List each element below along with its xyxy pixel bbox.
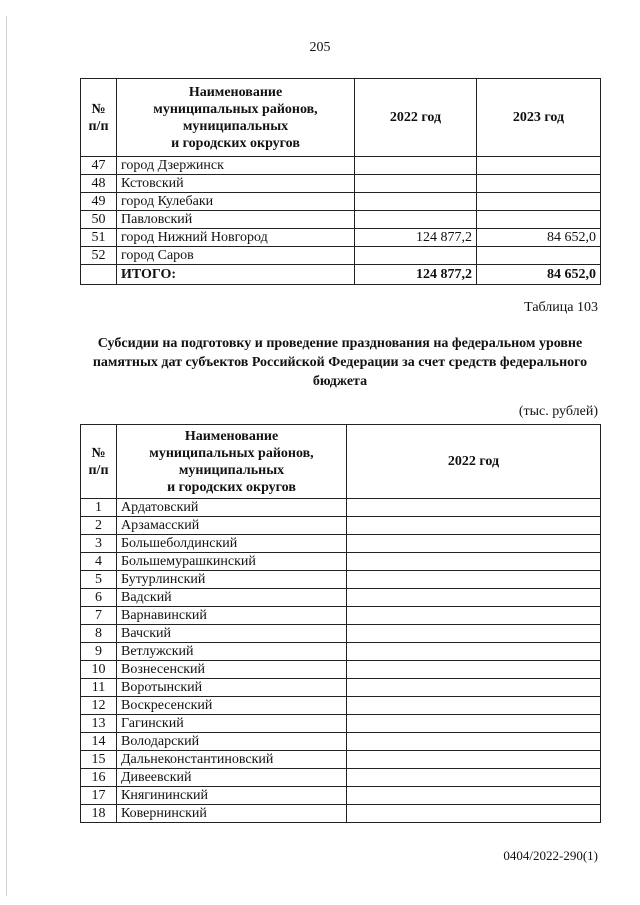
- cell-name: город Дзержинск: [117, 157, 355, 175]
- cell-y2022: [347, 571, 601, 589]
- cell-y2022: [347, 733, 601, 751]
- cell-name: Вадский: [117, 589, 347, 607]
- cell-y2023: [477, 211, 601, 229]
- cell-y2022: [347, 805, 601, 823]
- table-row: [81, 715, 601, 733]
- cell-num: 1: [81, 499, 117, 517]
- cell-y2022: [347, 661, 601, 679]
- cell-y2022: [347, 787, 601, 805]
- table-row: [81, 625, 601, 643]
- cell-name: Княгининский: [117, 787, 347, 805]
- table-row: [81, 697, 601, 715]
- table-row: [81, 553, 601, 571]
- header-2022: 2022 год: [355, 79, 477, 157]
- cell-name: Вознесенский: [117, 661, 347, 679]
- cell-num: 5: [81, 571, 117, 589]
- cell-num: 15: [81, 751, 117, 769]
- cell-num: 2: [81, 517, 117, 535]
- cell-num: 50: [81, 211, 117, 229]
- cell-y2022: [347, 715, 601, 733]
- cell-name: Дивеевский: [117, 769, 347, 787]
- cell-y2022: [347, 625, 601, 643]
- cell-y2022: [355, 211, 477, 229]
- cell-num: 3: [81, 535, 117, 553]
- cell-name: Володарский: [117, 733, 347, 751]
- cell-name: Дальнеконстантиновский: [117, 751, 347, 769]
- table-row: [81, 193, 601, 211]
- cell-name: Ардатовский: [117, 499, 347, 517]
- table-row: [81, 733, 601, 751]
- cell-y2022: [347, 517, 601, 535]
- cell-name: Большемурашкинский: [117, 553, 347, 571]
- cell-num: 52: [81, 247, 117, 265]
- cell-name: Вачский: [117, 625, 347, 643]
- cell-num: 4: [81, 553, 117, 571]
- cell-num: 13: [81, 715, 117, 733]
- cell-num: 49: [81, 193, 117, 211]
- table-row: [81, 175, 601, 193]
- cell-num: 51: [81, 229, 117, 247]
- cell-y2022: [347, 769, 601, 787]
- cell-num: 18: [81, 805, 117, 823]
- table-row: [81, 607, 601, 625]
- cell-y2022: [355, 193, 477, 211]
- cell-num: 14: [81, 733, 117, 751]
- cell-y2022: [355, 175, 477, 193]
- table-row: [81, 499, 601, 517]
- table-row: [81, 247, 601, 265]
- unit-label: (тыс. рублей): [518, 404, 598, 419]
- table-row: [81, 535, 601, 553]
- cell-num: 12: [81, 697, 117, 715]
- cell-y2022: [347, 499, 601, 517]
- cell-y2023: [477, 193, 601, 211]
- cell-name: Павловский: [117, 211, 355, 229]
- total-2022: 124 877,2: [355, 265, 477, 285]
- header-num: № п/п: [81, 425, 117, 499]
- cell-name: город Кулебаки: [117, 193, 355, 211]
- total-2023: 84 652,0: [477, 265, 601, 285]
- table-bottom: [80, 424, 601, 823]
- cell-y2022: [347, 679, 601, 697]
- cell-name: город Нижний Новгород: [117, 229, 355, 247]
- cell-num: 16: [81, 769, 117, 787]
- total-row: [81, 265, 601, 285]
- table-title: Субсидии на подготовку и проведение празднования на федеральном уровне памятных дат субъектов Российской Федерации за счет средств федерального бюджета: [92, 336, 588, 389]
- cell-name: Арзамасский: [117, 517, 347, 535]
- cell-num: 17: [81, 787, 117, 805]
- header-2022: 2022 год: [347, 425, 601, 499]
- header-name: Наименование муниципальных районов, муниципальных и городских округов: [117, 425, 347, 499]
- table-row: [81, 571, 601, 589]
- cell-y2022: 124 877,2: [355, 229, 477, 247]
- table-row: [81, 643, 601, 661]
- cell-y2022: [355, 157, 477, 175]
- total-label: ИТОГО:: [117, 265, 355, 285]
- cell-num: 48: [81, 175, 117, 193]
- total-num-cell: [81, 265, 117, 285]
- cell-y2022: [347, 643, 601, 661]
- header-name: Наименование муниципальных районов, муниципальных и городских округов: [117, 79, 355, 157]
- cell-y2022: [347, 589, 601, 607]
- cell-y2022: [347, 751, 601, 769]
- table-row: [81, 787, 601, 805]
- cell-name: Кстовский: [117, 175, 355, 193]
- header-num: № п/п: [81, 79, 117, 157]
- cell-name: Варнавинский: [117, 607, 347, 625]
- table-row: [81, 517, 601, 535]
- cell-y2022: [347, 697, 601, 715]
- table-row: [81, 751, 601, 769]
- cell-y2023: [477, 247, 601, 265]
- cell-num: 7: [81, 607, 117, 625]
- scan-edge: [6, 16, 7, 896]
- document-code: 0404/2022-290(1): [503, 848, 598, 863]
- cell-y2022: [355, 247, 477, 265]
- cell-name: Гагинский: [117, 715, 347, 733]
- cell-y2023: 84 652,0: [477, 229, 601, 247]
- cell-name: Бутурлинский: [117, 571, 347, 589]
- table-top: [80, 78, 601, 285]
- cell-name: Ковернинский: [117, 805, 347, 823]
- cell-name: Большеболдинский: [117, 535, 347, 553]
- cell-num: 9: [81, 643, 117, 661]
- table-row: [81, 589, 601, 607]
- cell-num: 6: [81, 589, 117, 607]
- cell-num: 11: [81, 679, 117, 697]
- header-2023: 2023 год: [477, 79, 601, 157]
- cell-name: Воротынский: [117, 679, 347, 697]
- table-row: [81, 157, 601, 175]
- table-row: [81, 769, 601, 787]
- cell-y2022: [347, 553, 601, 571]
- table-row: [81, 805, 601, 823]
- cell-name: Воскресенский: [117, 697, 347, 715]
- cell-y2023: [477, 157, 601, 175]
- cell-num: 47: [81, 157, 117, 175]
- cell-name: город Саров: [117, 247, 355, 265]
- page-number: 205: [309, 40, 331, 55]
- table-row: [81, 211, 601, 229]
- table-row: [81, 661, 601, 679]
- cell-y2022: [347, 535, 601, 553]
- cell-num: 10: [81, 661, 117, 679]
- cell-y2023: [477, 175, 601, 193]
- cell-name: Ветлужский: [117, 643, 347, 661]
- table-caption: Таблица 103: [524, 300, 598, 315]
- cell-y2022: [347, 607, 601, 625]
- table-row: [81, 229, 601, 247]
- table-row: [81, 679, 601, 697]
- cell-num: 8: [81, 625, 117, 643]
